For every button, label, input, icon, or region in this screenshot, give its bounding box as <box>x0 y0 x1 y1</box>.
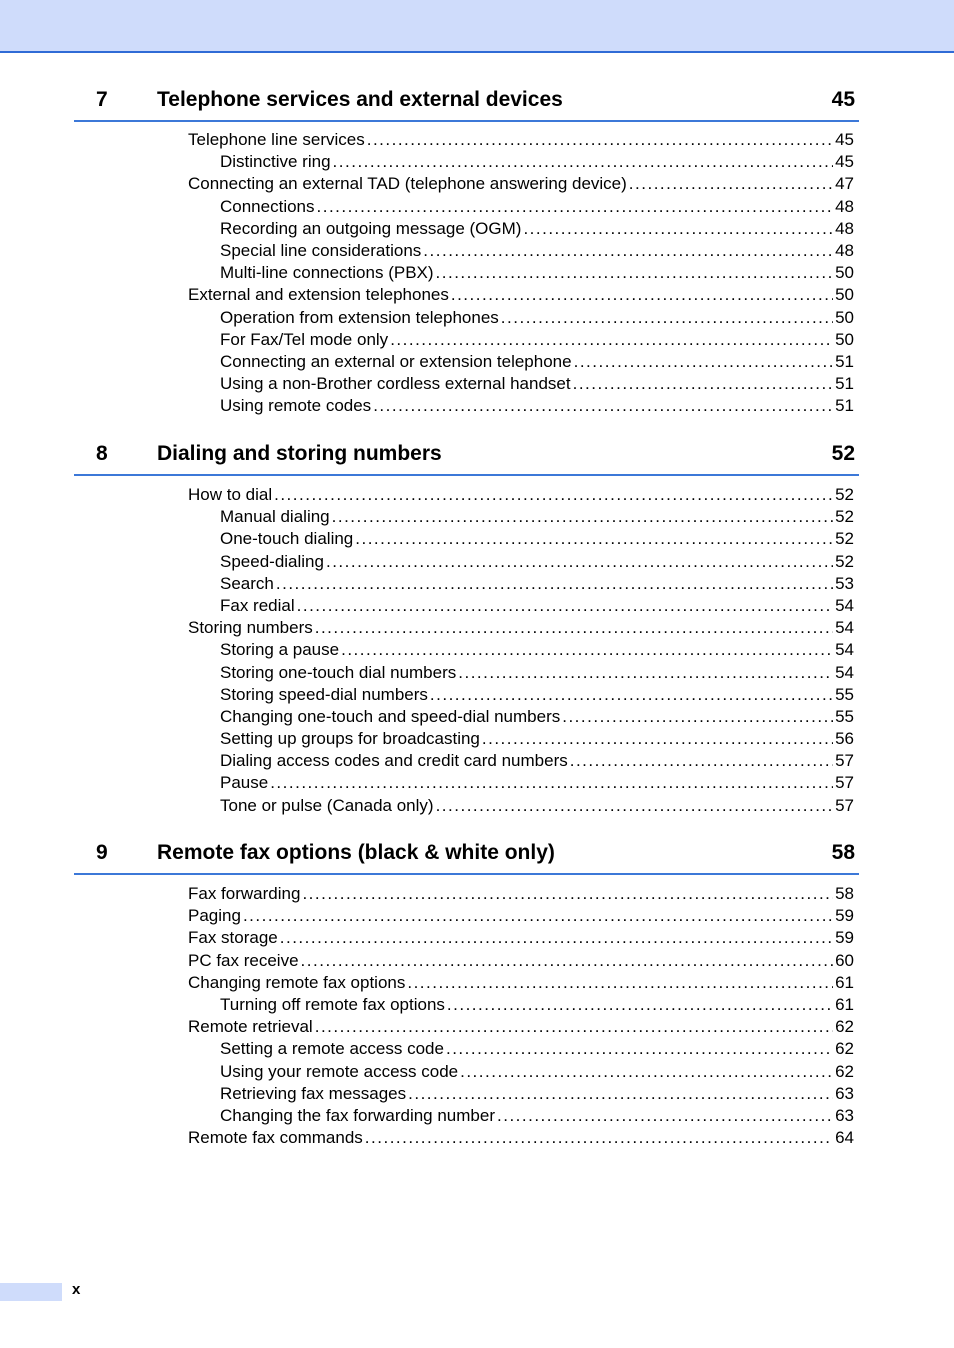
chapter-7-entries <box>0 129 954 417</box>
toc-entry-label: Using a non-Brother cordless external handset <box>220 374 571 394</box>
toc-entry-page: 50 <box>835 285 854 305</box>
toc-entry-page: 55 <box>835 684 854 704</box>
toc-entry[interactable] <box>220 662 854 684</box>
toc-entry-label: Manual dialing <box>220 507 330 527</box>
dot-leader <box>355 528 833 550</box>
dot-leader <box>436 795 834 817</box>
toc-entry-label: Fax forwarding <box>188 884 301 903</box>
toc-entry-page: 59 <box>835 906 854 926</box>
toc-entry-page: 51 <box>835 374 854 394</box>
toc-entry[interactable] <box>220 351 854 373</box>
chapter-page: 45 <box>831 88 855 111</box>
toc-entry-page: 54 <box>835 640 854 660</box>
toc-entry-page: 52 <box>835 485 854 504</box>
dot-leader <box>523 218 833 240</box>
toc-entry-label: Tone or pulse (Canada only) <box>220 795 434 815</box>
toc-entry-page: 50 <box>835 263 854 283</box>
dot-leader <box>460 1061 833 1083</box>
dot-leader <box>315 617 833 639</box>
dot-leader <box>333 151 834 173</box>
toc-entry-page: 59 <box>835 928 854 948</box>
toc-entry-label: Changing remote fax options <box>188 972 406 992</box>
toc-entry-page: 50 <box>835 329 854 349</box>
toc-entry[interactable] <box>188 950 854 972</box>
toc-entry-page: 54 <box>835 662 854 682</box>
toc-entry-label: Retrieving fax messages <box>220 1083 407 1103</box>
toc-entry-label: Special line considerations <box>220 240 422 260</box>
toc-entry-label: Using your remote access code <box>220 1061 459 1081</box>
dot-leader <box>341 639 833 661</box>
dot-leader <box>301 950 834 972</box>
dot-leader <box>280 927 833 949</box>
toc-entry-page: 61 <box>835 994 854 1014</box>
toc-entry-page: 45 <box>835 130 854 149</box>
toc-entry-page: 51 <box>835 396 854 416</box>
chapter-title: Remote fax options (black & white only) <box>157 841 555 864</box>
toc-entry-label: Turning off remote fax options <box>220 994 445 1014</box>
toc-entry-page: 48 <box>835 196 854 216</box>
toc-entry-page: 54 <box>835 618 854 638</box>
toc-entry-label: Recording an outgoing message (OGM) <box>220 218 522 238</box>
dot-leader <box>497 1105 833 1127</box>
toc-entry-label: Setting a remote access code <box>220 1039 444 1059</box>
toc-entry-label: Distinctive ring <box>220 152 331 172</box>
dot-leader <box>367 129 833 151</box>
toc-entry-page: 45 <box>835 152 854 172</box>
toc-entry[interactable] <box>220 1105 854 1127</box>
dot-leader <box>423 240 833 262</box>
dot-leader <box>326 551 833 573</box>
chapter-title: Dialing and storing numbers <box>157 442 442 465</box>
toc-entry-page: 64 <box>835 1128 854 1148</box>
toc-entry-label: Storing speed-dial numbers <box>220 684 428 704</box>
toc-entry-label: Telephone line services <box>188 130 365 149</box>
dot-leader <box>574 351 833 373</box>
toc-entry[interactable] <box>188 173 854 195</box>
toc-entry[interactable] <box>188 905 854 927</box>
toc-entry[interactable] <box>188 1127 854 1149</box>
chapter-number: 8 <box>96 442 108 465</box>
toc-entry-label: External and extension telephones <box>188 285 449 305</box>
toc-entry[interactable] <box>188 129 854 151</box>
dot-leader <box>270 772 833 794</box>
toc-entry-label: Storing one-touch dial numbers <box>220 662 457 682</box>
dot-leader <box>501 307 833 329</box>
chapter-page: 52 <box>831 442 855 465</box>
toc-entry[interactable] <box>188 883 854 905</box>
toc-entry-page: 52 <box>835 507 854 527</box>
toc-entry[interactable] <box>220 373 854 395</box>
dot-leader <box>436 262 834 284</box>
chapter-heading-7[interactable] <box>74 84 859 122</box>
toc-entry-page: 60 <box>835 950 854 970</box>
toc-entry[interactable] <box>220 151 854 173</box>
toc-entry-page: 50 <box>835 307 854 327</box>
toc-entry[interactable] <box>220 706 854 728</box>
chapter-heading-8[interactable] <box>74 438 859 476</box>
toc-entry-label: Setting up groups for broadcasting <box>220 729 480 749</box>
toc-entry[interactable] <box>220 639 854 661</box>
toc-entry-page: 53 <box>835 573 854 593</box>
toc-entry-label: Storing numbers <box>188 618 313 638</box>
toc-entry-page: 56 <box>835 729 854 749</box>
toc-entry[interactable] <box>220 595 854 617</box>
toc-entry-label: Fax storage <box>188 928 278 948</box>
toc-entry-page: 47 <box>835 174 854 194</box>
toc-entry[interactable] <box>188 1016 854 1038</box>
toc-entry-label: Changing one-touch and speed-dial numbers <box>220 706 561 726</box>
toc-entry-page: 48 <box>835 240 854 260</box>
toc-entry-label: For Fax/Tel mode only <box>220 329 389 349</box>
toc-entry-label: Pause <box>220 773 269 793</box>
toc-entry-page: 55 <box>835 706 854 726</box>
dot-leader <box>276 573 833 595</box>
toc-entry[interactable] <box>220 684 854 706</box>
toc-entry-label: Changing the fax forwarding number <box>220 1105 495 1125</box>
toc-entry[interactable] <box>220 1083 854 1105</box>
toc-entry-label: Connecting an external TAD (telephone answering device) <box>188 174 627 194</box>
toc-entry-label: Using remote codes <box>220 396 372 416</box>
toc-entry-page: 62 <box>835 1061 854 1081</box>
toc-entry-page: 62 <box>835 1039 854 1059</box>
dot-leader <box>570 750 833 772</box>
toc-entry[interactable] <box>188 484 854 506</box>
toc-entry[interactable] <box>220 1061 854 1083</box>
toc-entry[interactable] <box>220 307 854 329</box>
toc-entry-page: 57 <box>835 795 854 815</box>
toc-entry[interactable] <box>220 750 854 772</box>
dot-leader <box>562 706 833 728</box>
toc-entry-page: 63 <box>835 1083 854 1103</box>
dot-leader <box>482 728 833 750</box>
chapter-page: 58 <box>831 841 855 864</box>
footer-page-number: x <box>72 1281 81 1298</box>
toc-entry[interactable] <box>188 284 854 306</box>
top-header-band <box>0 0 954 53</box>
toc-entry-label: PC fax receive <box>188 950 299 970</box>
dot-leader <box>458 662 833 684</box>
toc-entry-page: 62 <box>835 1017 854 1037</box>
dot-leader <box>390 329 833 351</box>
toc-entry-page: 57 <box>835 751 854 771</box>
toc-entry[interactable] <box>220 551 854 573</box>
toc-entry-page: 48 <box>835 218 854 238</box>
chapter-heading-9[interactable] <box>74 837 859 875</box>
toc-entry-label: Connections <box>220 196 315 216</box>
toc-entry[interactable] <box>220 262 854 284</box>
toc-entry-label: Connecting an external or extension telephone <box>220 351 572 371</box>
toc-entry[interactable] <box>188 617 854 639</box>
toc-entry[interactable] <box>220 994 854 1016</box>
toc-entry[interactable] <box>220 506 854 528</box>
toc-entry-label: Operation from extension telephones <box>220 307 499 327</box>
toc-entry[interactable] <box>220 196 854 218</box>
toc-entry-page: 54 <box>835 595 854 615</box>
toc-entry-label: Fax redial <box>220 595 295 615</box>
toc-entry-label: Remote fax commands <box>188 1128 363 1148</box>
toc-entry[interactable] <box>220 528 854 550</box>
dot-leader <box>302 883 833 905</box>
toc-entry-label: Search <box>220 573 274 593</box>
toc-entry-page: 51 <box>835 351 854 371</box>
dot-leader <box>243 905 833 927</box>
toc-entry-label: Paging <box>188 906 241 926</box>
toc-entry-page: 52 <box>835 551 854 571</box>
dot-leader <box>297 595 833 617</box>
chapter-title: Telephone services and external devices <box>157 88 563 111</box>
toc-entry-label: Speed-dialing <box>220 551 324 571</box>
dot-leader <box>365 1127 833 1149</box>
chapter-number: 7 <box>96 88 108 111</box>
dot-leader <box>629 173 833 195</box>
dot-leader <box>317 196 834 218</box>
chapter-8-entries <box>0 484 954 817</box>
toc-entry-label: Remote retrieval <box>188 1017 313 1037</box>
toc-entry[interactable] <box>220 795 854 817</box>
toc-entry-page: 61 <box>835 972 854 992</box>
dot-leader <box>274 484 833 506</box>
toc-entry-page: 58 <box>835 884 854 903</box>
dot-leader <box>373 395 833 417</box>
toc-entry[interactable] <box>220 772 854 794</box>
toc-entry-label: Multi-line connections (PBX) <box>220 263 434 283</box>
toc-entry[interactable] <box>220 329 854 351</box>
dot-leader <box>446 1038 833 1060</box>
toc-entry-label: Dialing access codes and credit card numbers <box>220 751 568 771</box>
dot-leader <box>315 1016 833 1038</box>
toc-entry-page: 57 <box>835 773 854 793</box>
dot-leader <box>408 1083 833 1105</box>
dot-leader <box>447 994 833 1016</box>
dot-leader <box>407 972 833 994</box>
footer-color-bar <box>0 1283 62 1301</box>
dot-leader <box>430 684 833 706</box>
dot-leader <box>451 284 833 306</box>
toc-entry[interactable] <box>188 927 854 949</box>
toc-entry-page: 63 <box>835 1105 854 1125</box>
toc-entry[interactable] <box>220 218 854 240</box>
dot-leader <box>573 373 833 395</box>
toc-entry-page: 52 <box>835 529 854 549</box>
toc-entry-label: One-touch dialing <box>220 529 354 549</box>
chapter-number: 9 <box>96 841 108 864</box>
toc-entry-label: Storing a pause <box>220 640 340 660</box>
toc-entry[interactable] <box>220 1038 854 1060</box>
toc-entry-label: How to dial <box>188 485 273 504</box>
toc-entry[interactable] <box>220 573 854 595</box>
chapter-9-entries <box>0 883 954 1149</box>
toc-entry[interactable] <box>220 395 854 417</box>
toc-entry[interactable] <box>220 240 854 262</box>
dot-leader <box>332 506 833 528</box>
toc-entry[interactable] <box>188 972 854 994</box>
toc-entry[interactable] <box>220 728 854 750</box>
